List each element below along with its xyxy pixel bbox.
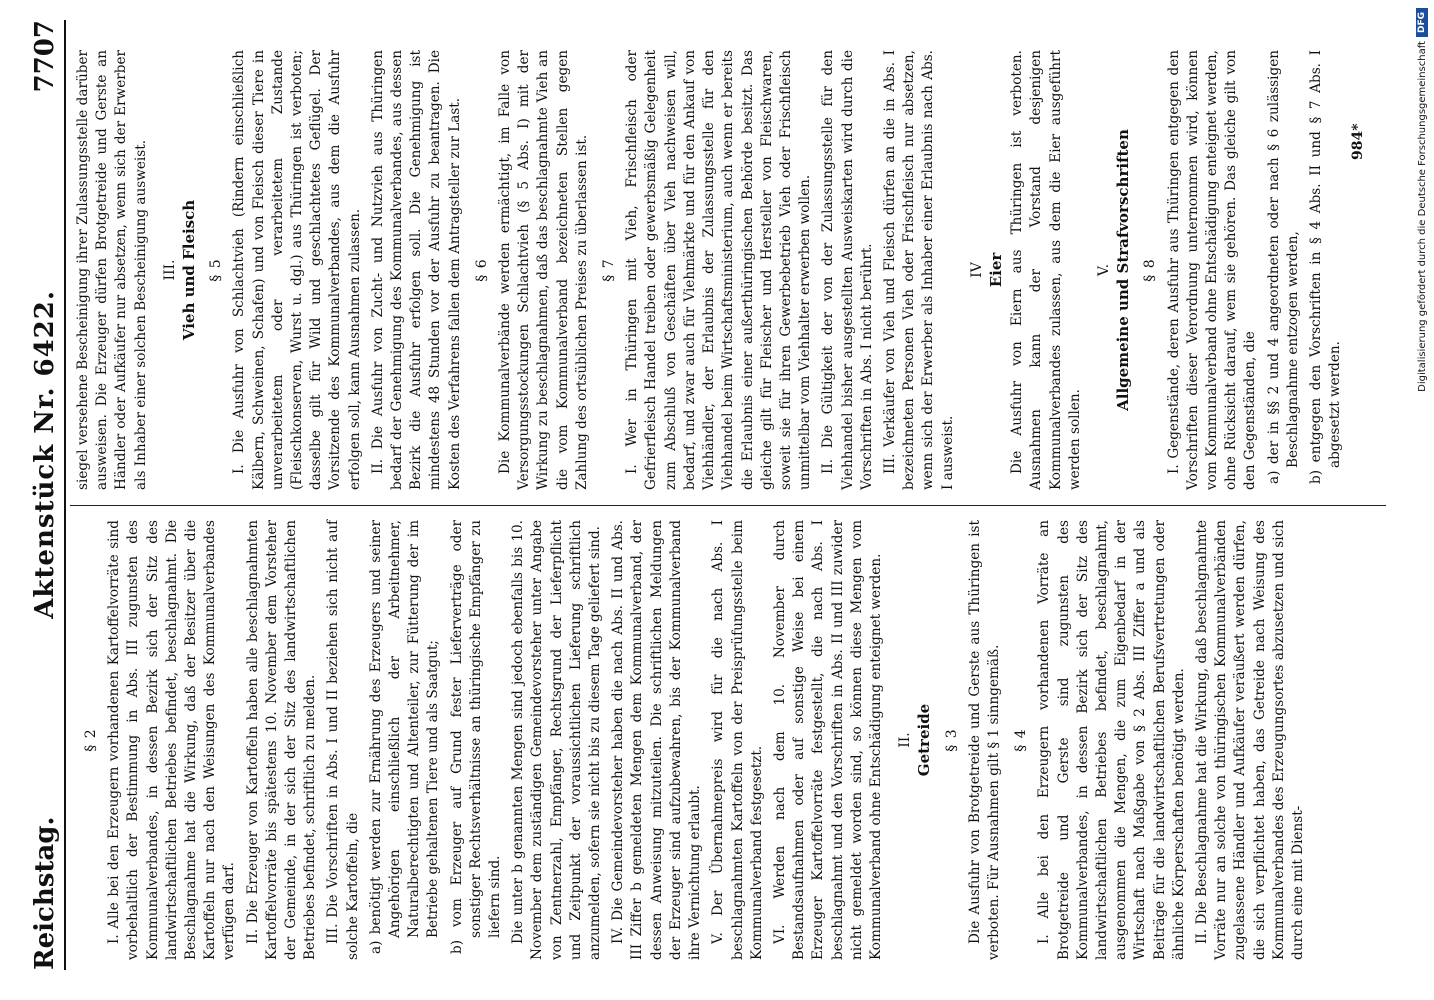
paragraph: siegel versehene Bescheinigung ihrer Zulassungsstelle darüber ausweisen. Die Erzeuger dürfen Brotgetreide und Gerste an Händler oder Aufkäufer nur absetzen, wenn sich der Erwerber als Inhaber einer solchen Bescheinigung ausweist. [75,50,149,490]
paragraph: III. Die Vorschriften in Abs. I und II beziehen sich nicht auf solche Kartoffeln, die [325,520,361,960]
section-heading: § 8 [1142,258,1159,282]
section-heading: § 2 [83,728,99,752]
part-number: III. [161,259,178,281]
paragraph: II. Die Beschlagnahme hat die Wirkung, daß beschlagnahmte Vorräte nur an solche von thüringischen Kommunalverbänden zugelassene Händler und Aufkäufer veräußert werden dürfen, die sich verpflichtet haben, das Getreide nach Weisung des Kommunalverbandes des Erzeugungsortes abzusetzen und sich durch eine mit Dienst- [1193,520,1306,960]
digitization-credit [1412,8,1432,992]
paragraph: IV. Die Gemeindevorsteher haben die nach Abs. II und Abs. III Ziffer b gemeldeten Mengen dem Kommunalverband, der dessen Anweisung mitzuteilen. Die schriftlichen Meldungen der Erzeuger sind aufzubewahren, bis der Kommunalverband ihre Vernichtung erlaubt. [610,520,704,960]
paragraph: Die Kommunalverbände werden ermächtigt, im Falle von Versorgungsstockungen Schlachtvieh (§ 5 Abs. I) mit der Wirkung zu beschlagnahmen, daß das beschlagnahmte Vieh an die vom Kommunalverband bezeichneten Stellen gegen Zahlung des ortsüblichen Preises zu überlassen ist. [497,50,590,490]
paragraph: II. Die Gültigkeit der von der Zulassungsstelle für den Viehhandel bisher ausgestellten Ausweiskarten wird durch die Vorschriften in Abs. I nicht berührt. [820,50,875,490]
paragraph: II. Die Erzeuger von Kartoffeln haben alle beschlagnahmten Kartoffelvorräte bis spätestens 10. November dem Vorsteher der Gemeinde, in der sich der Sitz des landwirtschaftlichen Betriebes befindet, schriftlich zu melden. [244,520,319,960]
list-item: b) entgegen den Vorschriften in § 4 Abs. II und § 7 Abs. I abgesetzt werden. [1307,50,1344,484]
paragraph: I. Wer in Thüringen mit Vieh, Frischfleisch oder Gefrierfleisch Handel treiben oder gewerbsmäßig Gelegenheit zum Abschluß von Geschäften über Vieh nachweisen will, bedarf, und zwar auch für Viehmärkte und für den Ankauf von Viehhändler, der Erlaubnis der Zulassungsstelle für den Viehhandel beim Wirtschaftsministerium, auch wenn er bereits die Erlaubnis einer außerthüringischen Behörde besitzt. Das gleiche gilt für Fleischer und Hersteller von Fleischwaren, soweit sie für ihren Gewerbebetrieb Vieh oder Frischfleisch unmittelbar vom Viehhalter erwerben wollen. [624,50,814,490]
list-item: b) vom Erzeuger auf Grund fester Lieferverträge oder sonstiger Rechtsverhältnisse an thüringische Empfänger zu liefern sind. [448,520,504,954]
paragraph: I. Gegenstände, deren Ausfuhr aus Thüringen entgegen den Vorschriften dieser Verordnung unternommen wird, können vom Kommunalverband ohne Entschädigung enteignet werden, ohne Rücksicht darauf, wem sie gehören. Das gleiche gilt von den Gegenständen, die [1165,50,1259,490]
section-heading: § 3 [943,728,960,752]
part-title: Vieh und Fleisch [180,199,199,341]
left-column [74,520,1312,960]
paragraph: I. Die Ausfuhr von Schlachtvieh (Rindern einschließlich Kälbern, Schweinen, Schafen) und von Fleisch dieser Tiere in unverarbeitetem oder verarbeitetem Zustande (Fleischkonserven, Wurst u. dgl.) aus Thüringen ist verboten; dasselbe gilt für Wild und geschlachtetes Geflügel. Der Vorsitzende des Kommunalverbandes, aus dem die Ausfuhr erfolgen soll, kann Ausnahmen zulassen. [231,50,363,490]
page-header [10,20,66,970]
paragraph: Die Ausfuhr von Eiern aus Thüringen ist verboten. Ausnahmen kann der Vorstand desjenigen Kommunalverbandes zulassen, aus dem die Eier ausgeführt werden sollen. [1009,50,1083,490]
section-heading: § 7 [601,258,618,282]
part-number: V. [1095,263,1112,277]
section-heading: § 6 [473,258,490,282]
part-title: Eier [986,252,1005,288]
list-item: a) der in §§ 2 und 4 angeordneten oder nach § 6 zulässigen Beschlagnahme entzogen werden, [1265,50,1301,484]
paragraph: I. Alle bei den Erzeugern vorhandenen Vorräte an Brotgetreide und Gerste sind zugunsten des Kommunalverbandes, in dessen Bezirk sich der Sitz des landwirtschaftlichen Betriebes befindet, beschlagnahmt, ausgenommen die Mengen, die zum Eigenbedarf in der Wirtschaft nach Maßgabe von § 2 Abs. III Ziffer a und als Beiträge für die landwirtschaftlichen Berufsvertretungen oder ähnliche Körperschaften benötigt werden. [1036,520,1187,960]
printer-signature: 984* [1350,123,1366,160]
dfg-logo: DFG [1416,8,1428,37]
paragraph: Die Ausfuhr von Brotgetreide und Gerste aus Thüringen ist verboten. Für Ausnahmen gilt § 1 sinngemäß. [966,520,1002,960]
part-number: II. [897,732,914,748]
paragraph: VI. Werden nach dem 10. November durch Bestandsaufnahmen oder auf sonstige Weise bei einem Erzeuger Kartoffelvorräte festgestellt, die nach Abs. I beschlagnahmt und den Vorschriften in Abs. II und III zuwider nicht gemeldet worden sind, so können diese Mengen vom Kommunalverband ohne Entschädigung enteignet werden. [771,520,884,960]
paragraph: Die unter b genannten Mengen sind jedoch ebenfalls bis 10. November dem zuständigen Gemeindevorsteher unter Angabe von Zentnerzahl, Empfänger, Rechtsgrund der Lieferpflicht und Zeitpunkt der voraussichtlichen Lieferung schriftlich anzumelden, sofern sie nicht bis zu diesem Tage geliefert sind. [510,520,604,960]
list-item: a) benötigt werden zur Ernährung des Erzeugers und seiner Angehörigen einschließlich der Arbeitnehmer, Naturalberechtigten und Altenteiler, zur Fütterung der im Betriebe gehaltenen Tiere und als Saatgut; [367,520,442,954]
paragraph: V. Der Übernahmepreis wird für die nach Abs. I beschlagnahmten Kartoffeln von der Preisprüfungsstelle beim Kommunalverband festgesetzt. [710,520,765,960]
paragraph: II. Die Ausfuhr von Zucht- und Nutzvieh aus Thüringen bedarf der Genehmigung des Kommunalverbandes, aus dessen Bezirk die Ausfuhr erfolgen soll. Die Genehmigung ist mindestens 48 Stunden vor der Ausfuhr zu beantragen. Die Kosten des Verfahrens fallen dem Antragsteller zur Last. [369,50,463,490]
header-center: Aktenstück Nr. 6422. [30,290,60,619]
part-number: IV [968,262,985,278]
header-left: Reichstag. [30,816,60,970]
paragraph: III. Verkäufer von Vieh und Fleisch dürfen an die in Abs. I bezeichneten Personen Vieh oder Frischfleisch nur absetzen, wenn sich der Erwerber als Inhaber einer Erlaubnis nach Abs. I ausweist. [881,50,956,490]
right-column [74,50,1349,490]
part-title: Allgemeine und Strafvorschriften [1114,129,1133,411]
part-title: Getreide [915,703,934,777]
paragraph: I. Alle bei den Erzeugern vorhandenen Kartoffelvorräte sind vorbehaltlich der Bestimmung in Abs. III zugunsten des Kommunalverbandes, in dessen Bezirk sich der Sitz des landwirtschaftlichen Betriebes befindet, beschlagnahmt. Die Beschlagnahme hat die Wirkung, daß der Besitzer über die Kartoffeln nur nach den Weisungen des Kommunalverbandes verfügen darf. [106,520,238,960]
section-heading: § 5 [208,258,225,282]
credit-text: Digitalisierung gefördert durch die Deutsche Forschungsgemeinschaft [1416,41,1428,392]
column-divider [70,505,1386,506]
section-heading: § 4 [1013,728,1030,752]
page-number: 7707 [30,20,60,93]
